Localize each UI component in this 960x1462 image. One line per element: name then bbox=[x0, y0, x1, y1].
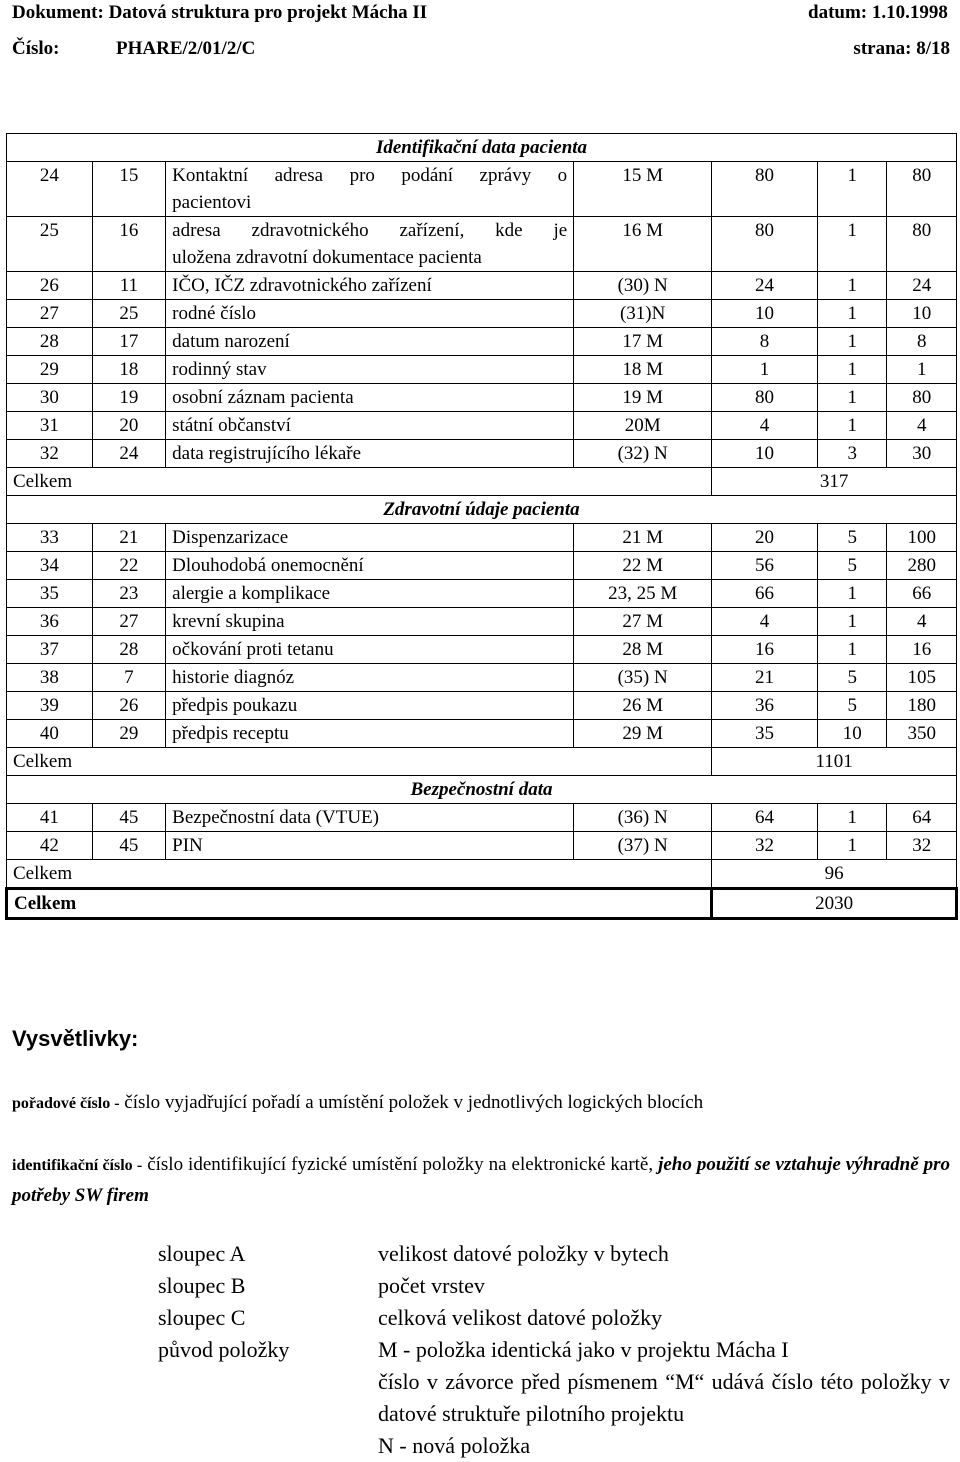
column-c-value: 66 bbox=[887, 580, 957, 608]
grand-total-value: 2030 bbox=[712, 889, 957, 919]
column-b-value: 1 bbox=[817, 328, 887, 356]
item-name: Bezpečnostní data (VTUE) bbox=[166, 804, 574, 832]
column-a-value: 80 bbox=[712, 384, 818, 412]
identification-number: 28 bbox=[92, 636, 166, 664]
item-name-line-2: pacientovi bbox=[172, 192, 252, 213]
column-a-value: 4 bbox=[712, 412, 818, 440]
section-total-row bbox=[7, 860, 957, 889]
identification-number: 7 bbox=[92, 664, 166, 692]
column-a-value: 16 bbox=[712, 636, 818, 664]
section-total-label: Celkem bbox=[7, 748, 712, 776]
section-title: Identifikační data pacienta bbox=[7, 134, 957, 162]
legend-definitions bbox=[158, 1238, 950, 1462]
column-b-value: 1 bbox=[817, 272, 887, 300]
column-c-value: 350 bbox=[887, 720, 957, 748]
column-b-value: 1 bbox=[817, 608, 887, 636]
item-origin: (37) N bbox=[574, 832, 712, 860]
identification-number: 16 bbox=[92, 217, 166, 272]
order-number: 34 bbox=[7, 552, 93, 580]
order-number: 37 bbox=[7, 636, 93, 664]
item-origin: 27 M bbox=[574, 608, 712, 636]
column-c-value: 32 bbox=[887, 832, 957, 860]
column-a-value: 8 bbox=[712, 328, 818, 356]
item-origin: 17 M bbox=[574, 328, 712, 356]
page-number: strana: 8/18 bbox=[853, 38, 950, 59]
column-b-value: 1 bbox=[817, 636, 887, 664]
column-b-value: 5 bbox=[817, 692, 887, 720]
identification-number: 19 bbox=[92, 384, 166, 412]
column-a-value: 21 bbox=[712, 664, 818, 692]
column-c-value: 100 bbox=[887, 524, 957, 552]
column-c-value: 4 bbox=[887, 412, 957, 440]
grand-total-label: Celkem bbox=[7, 889, 712, 919]
column-a-value: 80 bbox=[712, 217, 818, 272]
number-label: Číslo: bbox=[12, 38, 60, 59]
item-name: krevní skupina bbox=[166, 608, 574, 636]
column-c-value: 10 bbox=[887, 300, 957, 328]
definition-text: velikost datové položky v bytech bbox=[378, 1241, 669, 1266]
definition-row bbox=[158, 1238, 950, 1270]
definition-row bbox=[158, 1366, 950, 1430]
legend-paragraph-2 bbox=[12, 1150, 950, 1211]
order-number: 40 bbox=[7, 720, 93, 748]
column-a-value: 10 bbox=[712, 440, 818, 468]
order-number: 27 bbox=[7, 300, 93, 328]
table-row bbox=[7, 720, 957, 748]
item-name: historie diagnóz bbox=[166, 664, 574, 692]
column-a-value: 80 bbox=[712, 162, 818, 217]
item-name-line-2: uložena zdravotní dokumentace pacienta bbox=[172, 247, 482, 268]
item-origin: 29 M bbox=[574, 720, 712, 748]
item-name: rodné číslo bbox=[166, 300, 574, 328]
column-b-value: 1 bbox=[817, 300, 887, 328]
grand-total-row bbox=[7, 889, 957, 919]
item-origin: 21 M bbox=[574, 524, 712, 552]
table-row bbox=[7, 636, 957, 664]
column-b-value: 10 bbox=[817, 720, 887, 748]
legend-italic-2: jeho použití se vztahuje výhradně pro potřeby SW firem bbox=[12, 1154, 950, 1206]
item-name-line-1: adresa zdravotnického zařízení, kde je bbox=[172, 220, 568, 241]
table-row bbox=[7, 412, 957, 440]
item-origin: 15 M bbox=[574, 162, 712, 217]
order-number: 39 bbox=[7, 692, 93, 720]
item-name: alergie a komplikace bbox=[166, 580, 574, 608]
section-total-label: Celkem bbox=[7, 860, 712, 889]
item-name: IČO, IČZ zdravotnického zařízení bbox=[166, 272, 574, 300]
document-date: datum: 1.10.1998 bbox=[808, 2, 948, 23]
table-row bbox=[7, 328, 957, 356]
column-b-value: 1 bbox=[817, 162, 887, 217]
item-name: předpis receptu bbox=[166, 720, 574, 748]
legend-text-2: číslo identifikující fyzické umístění položky na elektronické kartě, bbox=[142, 1154, 659, 1175]
identification-number: 18 bbox=[92, 356, 166, 384]
legend-term-1: pořadové číslo - bbox=[12, 1095, 120, 1112]
order-number: 33 bbox=[7, 524, 93, 552]
table-row bbox=[7, 217, 957, 272]
item-name: osobní záznam pacienta bbox=[166, 384, 574, 412]
section-total-value: 96 bbox=[712, 860, 957, 889]
column-a-value: 56 bbox=[712, 552, 818, 580]
column-a-value: 24 bbox=[712, 272, 818, 300]
column-b-value: 1 bbox=[817, 384, 887, 412]
column-c-value: 80 bbox=[887, 217, 957, 272]
order-number: 26 bbox=[7, 272, 93, 300]
item-origin: (32) N bbox=[574, 440, 712, 468]
table-row bbox=[7, 580, 957, 608]
item-origin: (36) N bbox=[574, 804, 712, 832]
order-number: 38 bbox=[7, 664, 93, 692]
table-row bbox=[7, 608, 957, 636]
item-origin: 19 M bbox=[574, 384, 712, 412]
item-origin: 18 M bbox=[574, 356, 712, 384]
section-total-row bbox=[7, 468, 957, 496]
column-b-value: 1 bbox=[817, 217, 887, 272]
column-b-value: 5 bbox=[817, 524, 887, 552]
identification-number: 22 bbox=[92, 552, 166, 580]
table-row bbox=[7, 804, 957, 832]
section-header-row bbox=[7, 496, 957, 524]
item-name bbox=[166, 162, 574, 217]
section-header-row bbox=[7, 776, 957, 804]
order-number: 41 bbox=[7, 804, 93, 832]
identification-number: 24 bbox=[92, 440, 166, 468]
table-row bbox=[7, 692, 957, 720]
column-b-value: 1 bbox=[817, 356, 887, 384]
table-row bbox=[7, 384, 957, 412]
column-a-value: 32 bbox=[712, 832, 818, 860]
column-c-value: 280 bbox=[887, 552, 957, 580]
legend-title: Vysvětlivky: bbox=[12, 1026, 139, 1051]
column-c-value: 1 bbox=[887, 356, 957, 384]
table-row bbox=[7, 552, 957, 580]
column-a-value: 1 bbox=[712, 356, 818, 384]
legend-paragraph-1 bbox=[12, 1092, 950, 1114]
identification-number: 21 bbox=[92, 524, 166, 552]
definition-row bbox=[158, 1334, 950, 1366]
definition-text: M - položka identická jako v projektu Mácha I bbox=[378, 1337, 789, 1362]
identification-number: 11 bbox=[92, 272, 166, 300]
table-row bbox=[7, 440, 957, 468]
item-name: předpis poukazu bbox=[166, 692, 574, 720]
column-a-value: 4 bbox=[712, 608, 818, 636]
item-name: Dispenzarizace bbox=[166, 524, 574, 552]
definition-row bbox=[158, 1302, 950, 1334]
section-title: Zdravotní údaje pacienta bbox=[7, 496, 957, 524]
column-b-value: 3 bbox=[817, 440, 887, 468]
item-origin: 26 M bbox=[574, 692, 712, 720]
column-a-value: 66 bbox=[712, 580, 818, 608]
order-number: 35 bbox=[7, 580, 93, 608]
definition-text: N - nová položka bbox=[378, 1433, 531, 1458]
column-b-value: 1 bbox=[817, 832, 887, 860]
definition-text: celková velikost datové položky bbox=[378, 1305, 663, 1330]
definition-term bbox=[158, 1430, 378, 1462]
table-row bbox=[7, 524, 957, 552]
column-a-value: 35 bbox=[712, 720, 818, 748]
item-origin: (30) N bbox=[574, 272, 712, 300]
order-number: 32 bbox=[7, 440, 93, 468]
column-b-value: 1 bbox=[817, 580, 887, 608]
identification-number: 27 bbox=[92, 608, 166, 636]
section-header-row bbox=[7, 134, 957, 162]
order-number: 31 bbox=[7, 412, 93, 440]
item-name: Dlouhodobá onemocnění bbox=[166, 552, 574, 580]
table-row bbox=[7, 162, 957, 217]
table-row bbox=[7, 664, 957, 692]
column-c-value: 16 bbox=[887, 636, 957, 664]
item-name-line-1: Kontaktní adresa pro podání zprávy o bbox=[172, 165, 568, 186]
identification-number: 23 bbox=[92, 580, 166, 608]
order-number: 24 bbox=[7, 162, 93, 217]
column-b-value: 5 bbox=[817, 664, 887, 692]
item-origin: 28 M bbox=[574, 636, 712, 664]
definition-term: sloupec A bbox=[158, 1241, 246, 1266]
item-name: očkování proti tetanu bbox=[166, 636, 574, 664]
item-origin: 22 M bbox=[574, 552, 712, 580]
column-b-value: 1 bbox=[817, 804, 887, 832]
identification-number: 17 bbox=[92, 328, 166, 356]
table-row bbox=[7, 832, 957, 860]
table-row bbox=[7, 356, 957, 384]
definition-term: sloupec B bbox=[158, 1273, 246, 1298]
definition-term: sloupec C bbox=[158, 1305, 246, 1330]
column-b-value: 1 bbox=[817, 412, 887, 440]
table-row bbox=[7, 272, 957, 300]
identification-number: 45 bbox=[92, 804, 166, 832]
definition-term: původ položky bbox=[158, 1337, 290, 1362]
definition-row bbox=[158, 1430, 950, 1462]
column-a-value: 64 bbox=[712, 804, 818, 832]
definition-text: číslo v závorce před písmenem “M“ udává číslo této položky v datové struktuře pilotního projektu bbox=[378, 1369, 950, 1426]
order-number: 25 bbox=[7, 217, 93, 272]
definition-text: počet vrstev bbox=[378, 1273, 485, 1298]
column-c-value: 80 bbox=[887, 384, 957, 412]
column-c-value: 24 bbox=[887, 272, 957, 300]
section-total-label: Celkem bbox=[7, 468, 712, 496]
column-c-value: 105 bbox=[887, 664, 957, 692]
item-name bbox=[166, 217, 574, 272]
identification-number: 29 bbox=[92, 720, 166, 748]
legend-term-2: identifikační číslo - bbox=[12, 1157, 143, 1174]
item-origin: 20M bbox=[574, 412, 712, 440]
column-c-value: 180 bbox=[887, 692, 957, 720]
legend-text-1: číslo vyjadřující pořadí a umístění položek v jednotlivých logických blocích bbox=[119, 1092, 704, 1113]
column-c-value: 30 bbox=[887, 440, 957, 468]
column-a-value: 20 bbox=[712, 524, 818, 552]
column-a-value: 36 bbox=[712, 692, 818, 720]
identification-number: 45 bbox=[92, 832, 166, 860]
column-b-value: 5 bbox=[817, 552, 887, 580]
section-total-value: 1101 bbox=[712, 748, 957, 776]
item-origin: (31)N bbox=[574, 300, 712, 328]
item-name: rodinný stav bbox=[166, 356, 574, 384]
identification-number: 26 bbox=[92, 692, 166, 720]
identification-number: 15 bbox=[92, 162, 166, 217]
item-name: státní občanství bbox=[166, 412, 574, 440]
order-number: 36 bbox=[7, 608, 93, 636]
document-number: PHARE/2/01/2/C bbox=[116, 38, 256, 59]
data-structure-table bbox=[5, 133, 958, 920]
order-number: 29 bbox=[7, 356, 93, 384]
column-c-value: 80 bbox=[887, 162, 957, 217]
order-number: 28 bbox=[7, 328, 93, 356]
definition-row bbox=[158, 1270, 950, 1302]
order-number: 30 bbox=[7, 384, 93, 412]
column-c-value: 64 bbox=[887, 804, 957, 832]
section-total-row bbox=[7, 748, 957, 776]
order-number: 42 bbox=[7, 832, 93, 860]
item-origin: 16 M bbox=[574, 217, 712, 272]
item-name: PIN bbox=[166, 832, 574, 860]
identification-number: 20 bbox=[92, 412, 166, 440]
item-origin: 23, 25 M bbox=[574, 580, 712, 608]
column-a-value: 10 bbox=[712, 300, 818, 328]
identification-number: 25 bbox=[92, 300, 166, 328]
section-title: Bezpečnostní data bbox=[7, 776, 957, 804]
item-name: data registrujícího lékaře bbox=[166, 440, 574, 468]
column-c-value: 8 bbox=[887, 328, 957, 356]
definition-term bbox=[158, 1366, 378, 1430]
table-row bbox=[7, 300, 957, 328]
section-total-value: 317 bbox=[712, 468, 957, 496]
item-name: datum narození bbox=[166, 328, 574, 356]
item-origin: (35) N bbox=[574, 664, 712, 692]
column-c-value: 4 bbox=[887, 608, 957, 636]
document-title: Dokument: Datová struktura pro projekt Mácha II bbox=[12, 2, 428, 23]
